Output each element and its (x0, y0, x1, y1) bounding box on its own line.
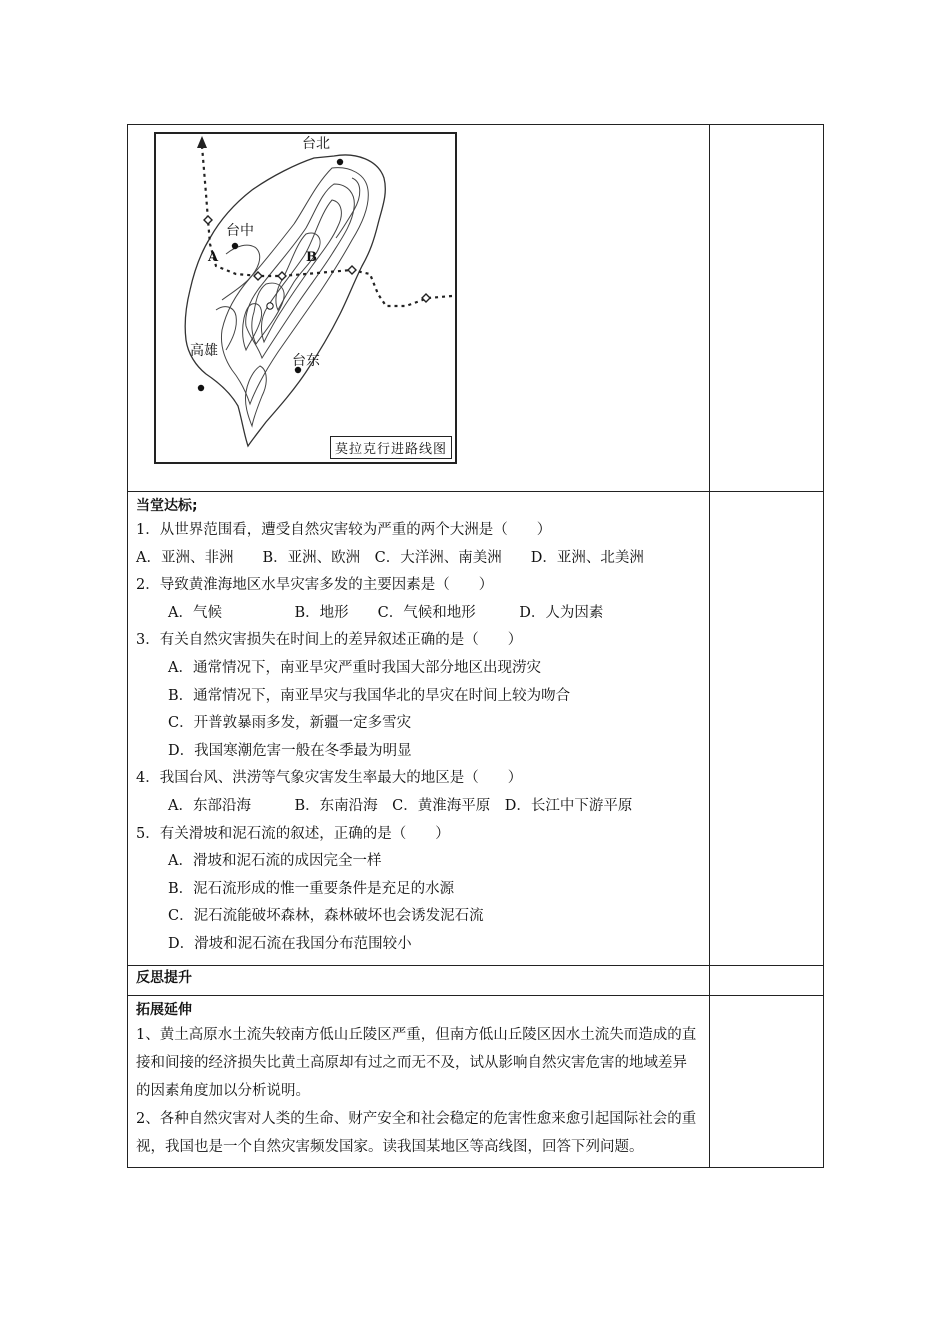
question-5-option-c: C．泥石流能破坏森林，森林破坏也会诱发泥石流 (168, 908, 484, 925)
side-column-cell (710, 995, 824, 1167)
extension-section (128, 995, 710, 1167)
city-label-taizhong: 台中 (226, 223, 254, 239)
extension-heading: 拓展延伸 (136, 1001, 192, 1018)
question-3-option-a: A．通常情况下，南亚旱灾严重时我国大部分地区出现涝灾 (168, 659, 541, 676)
practice-section (128, 492, 710, 966)
question-5-option-a: A．滑坡和泥石流的成因完全一样 (168, 853, 382, 870)
question-4-stem: 4．我国台风、洪涝等气象灾害发生率最大的地区是（ ） (136, 770, 523, 787)
side-column-cell (710, 492, 824, 966)
typhoon-track-map (154, 132, 457, 464)
question-3-option-c: C．开普敦暴雨多发，新疆一定多雪灾 (168, 715, 412, 732)
question-1-stem: 1．从世界范围看，遭受自然灾害较为严重的两个大洲是（ ） (136, 522, 552, 538)
side-column-cell (710, 125, 824, 492)
city-label-gaoxiong: 高雄 (190, 343, 218, 359)
city-label-taibei: 台北 (302, 136, 330, 152)
taiwan-contour-map-graphic (156, 134, 455, 462)
question-5-option-d: D．滑坡和泥石流在我国分布范围较小 (168, 935, 412, 952)
map-cell (128, 125, 710, 492)
extension-paragraph-2: 2、各种自然灾害对人类的生命、财产安全和社会稳定的危害性愈来愈引起国际社会的重视，我国也是一个自然灾害频发国家。读我国某地区等高线图，回答下列问题。 (136, 1110, 697, 1155)
point-a-label: A (208, 250, 219, 265)
question-1-options: A．亚洲、非洲 B．亚洲、欧洲 C．大洋洲、南美洲 D．亚洲、北美洲 (136, 549, 644, 566)
question-3-option-d: D．我国寒潮危害一般在冬季最为明显 (168, 742, 412, 759)
map-title: 莫拉克行进路线图 (330, 436, 452, 459)
question-4-options: A．东部沿海 B．东南沿海 C．黄淮海平原 D．长江中下游平原 (168, 797, 633, 814)
practice-heading: 当堂达标; (136, 498, 198, 514)
question-5-stem: 5．有关滑坡和泥石流的叙述，正确的是（ ） (136, 825, 450, 842)
extension-paragraph-1: 1、黄土高原水土流失较南方低山丘陵区严重，但南方低山丘陵区因水土流失而造成的直接和间接的经济损失比黄土高原却有过之而无不及，试从影响自然灾害危害的地域差异的因素角度加以分析说明。 (136, 1026, 697, 1099)
question-5-option-b: B．泥石流形成的惟一重要条件是充足的水源 (168, 880, 455, 897)
city-label-taidong: 台东 (292, 353, 320, 369)
question-3-stem: 3．有关自然灾害损失在时间上的差异叙述正确的是（ ） (136, 632, 523, 649)
worksheet-table (127, 124, 824, 1168)
reflection-section (128, 965, 710, 995)
question-3-option-b: B．通常情况下，南亚旱灾与我国华北的旱灾在时间上较为吻合 (168, 687, 571, 704)
question-2-stem: 2．导致黄淮海地区水旱灾害多发的主要因素是（ ） (136, 577, 494, 594)
point-b-label: B (306, 250, 317, 265)
question-2-options: A．气候 B．地形 C．气候和地形 D．人为因素 (168, 604, 604, 621)
side-column-cell (710, 965, 824, 995)
reflection-heading: 反思提升 (136, 969, 192, 986)
